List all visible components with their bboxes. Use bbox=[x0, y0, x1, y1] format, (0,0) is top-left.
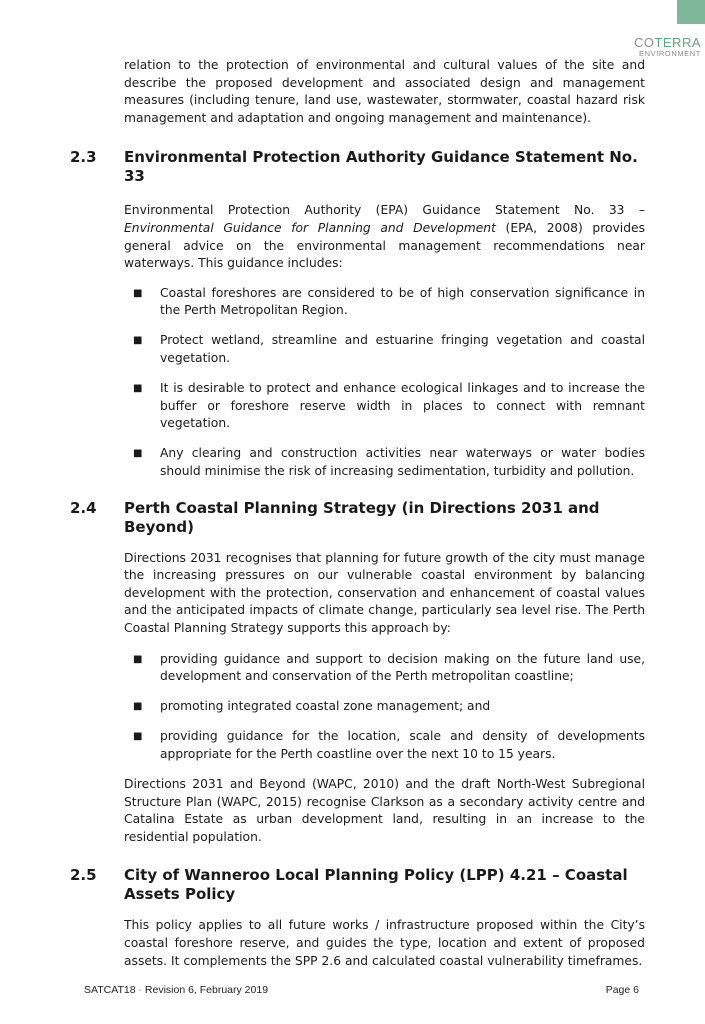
section-number: 2.5 bbox=[70, 866, 97, 885]
bullet-marker: ■ bbox=[133, 335, 143, 347]
revision-info: Revision 6, February 2019 bbox=[144, 984, 269, 996]
list-item-text: Coastal foreshores are considered to be of high conservation significance in the Perth Metropolitan Region. bbox=[160, 285, 645, 318]
text-run: (EPA, 2008) provides general advice on the environmental management recommendations near waterways. This guidance includes: bbox=[124, 220, 646, 271]
coterra-logo bbox=[634, 36, 701, 58]
list-item-text: Any clearing and construction activities near waterways or water bodies should minimise the risk of increasing sedimentation, turbidity and pollution. bbox=[160, 446, 645, 478]
section-heading-2-5 bbox=[0, 866, 645, 904]
list-item bbox=[124, 445, 645, 480]
section-2-4-paragraph: Directions 2031 recognises that planning for future growth of the city must manage the increasing pressures on our vulnerable coastal environment by balancing development with the protection, conservation and enhancement of coastal values and the anticipated impacts of climate change, particularly sea level rise. The Perth Coastal Planning Strategy supports this approach by: bbox=[124, 550, 645, 635]
bullet-marker: ■ bbox=[133, 383, 143, 395]
intro-paragraph: relation to the protection of environmental and cultural values of the site and describe the proposed development and associated design and management measures (including tenure, land use, wastewater, stormwater, coastal hazard risk management and adaptation and ongoing management and maintenance). bbox=[124, 58, 645, 125]
section-title: Perth Coastal Planning Strategy (in Directions 2031 and Beyond) bbox=[124, 498, 600, 536]
section-number: 2.3 bbox=[70, 148, 97, 167]
section-2-5-paragraph: This policy applies to all future works / infrastructure proposed within the City’s coastal foreshore reserve, and guides the type, location and extent of proposed assets. It complements the SPP 2.6 and calculated coastal vulnerability timeframes. bbox=[124, 918, 645, 968]
bullet-marker: ■ bbox=[133, 701, 143, 713]
page-number: Page 6 bbox=[605, 984, 639, 996]
section-title: City of Wanneroo Local Planning Policy (LPP) 4.21 – Coastal Assets Policy bbox=[124, 866, 628, 904]
list-item bbox=[124, 332, 645, 367]
logo-co: CO bbox=[633, 35, 655, 50]
logo-terra: TERRA bbox=[654, 35, 701, 50]
footer-separator: - bbox=[138, 984, 142, 996]
section-title: Environmental Protection Authority Guidance Statement No. 33 bbox=[124, 148, 638, 186]
section-2-4-closing-paragraph: Directions 2031 and Beyond (WAPC, 2010) and the draft North-West Subregional Structure Plan (WAPC, 2015) recognise Clarkson as a secondary activity centre and Catalina Estate as urban development land, resulting in an increase to the residential population. bbox=[124, 777, 645, 844]
list-item-text: providing guidance and support to decision making on the future land use, development and conservation of the Perth metropolitan coastline; bbox=[160, 651, 645, 684]
section-heading-2-4 bbox=[0, 499, 645, 537]
section-2-4-bullet-list bbox=[124, 651, 645, 764]
list-item bbox=[124, 285, 645, 320]
list-item bbox=[124, 698, 645, 716]
section-2-3-bullet-list bbox=[124, 285, 645, 481]
bullet-marker: ■ bbox=[133, 448, 143, 460]
text-run: Environmental Protection Authority (EPA) Guidance Statement No. 33 – bbox=[124, 203, 645, 218]
footer-document-info bbox=[84, 984, 268, 996]
document-id: SATCAT18 bbox=[84, 984, 136, 996]
bullet-marker: ■ bbox=[133, 287, 143, 299]
logo-subtitle: ENVIRONMENT bbox=[638, 49, 701, 58]
section-heading-2-3 bbox=[0, 148, 645, 186]
list-item-text: providing guidance for the location, scale and density of developments appropriate for the Perth coastline over the next 10 to 15 years. bbox=[160, 729, 645, 761]
page-content bbox=[0, 57, 705, 970]
section-number: 2.4 bbox=[70, 498, 97, 517]
list-item-text: promoting integrated coastal zone management; and bbox=[160, 699, 491, 714]
section-2-3-paragraph bbox=[124, 202, 645, 272]
bullet-marker: ■ bbox=[133, 653, 143, 665]
publication-title: Environmental Guidance for Planning and Development bbox=[124, 220, 496, 235]
list-item bbox=[124, 380, 645, 433]
list-item-text: It is desirable to protect and enhance ecological linkages and to increase the buffer or foreshore reserve width in places to connect with remnant vegetation. bbox=[160, 381, 645, 431]
list-item bbox=[124, 651, 645, 686]
bullet-marker: ■ bbox=[133, 731, 143, 743]
corner-accent-block bbox=[677, 0, 705, 24]
list-item-text: Protect wetland, streamline and estuarine fringing vegetation and coastal vegetation. bbox=[160, 333, 645, 366]
list-item bbox=[124, 728, 645, 763]
